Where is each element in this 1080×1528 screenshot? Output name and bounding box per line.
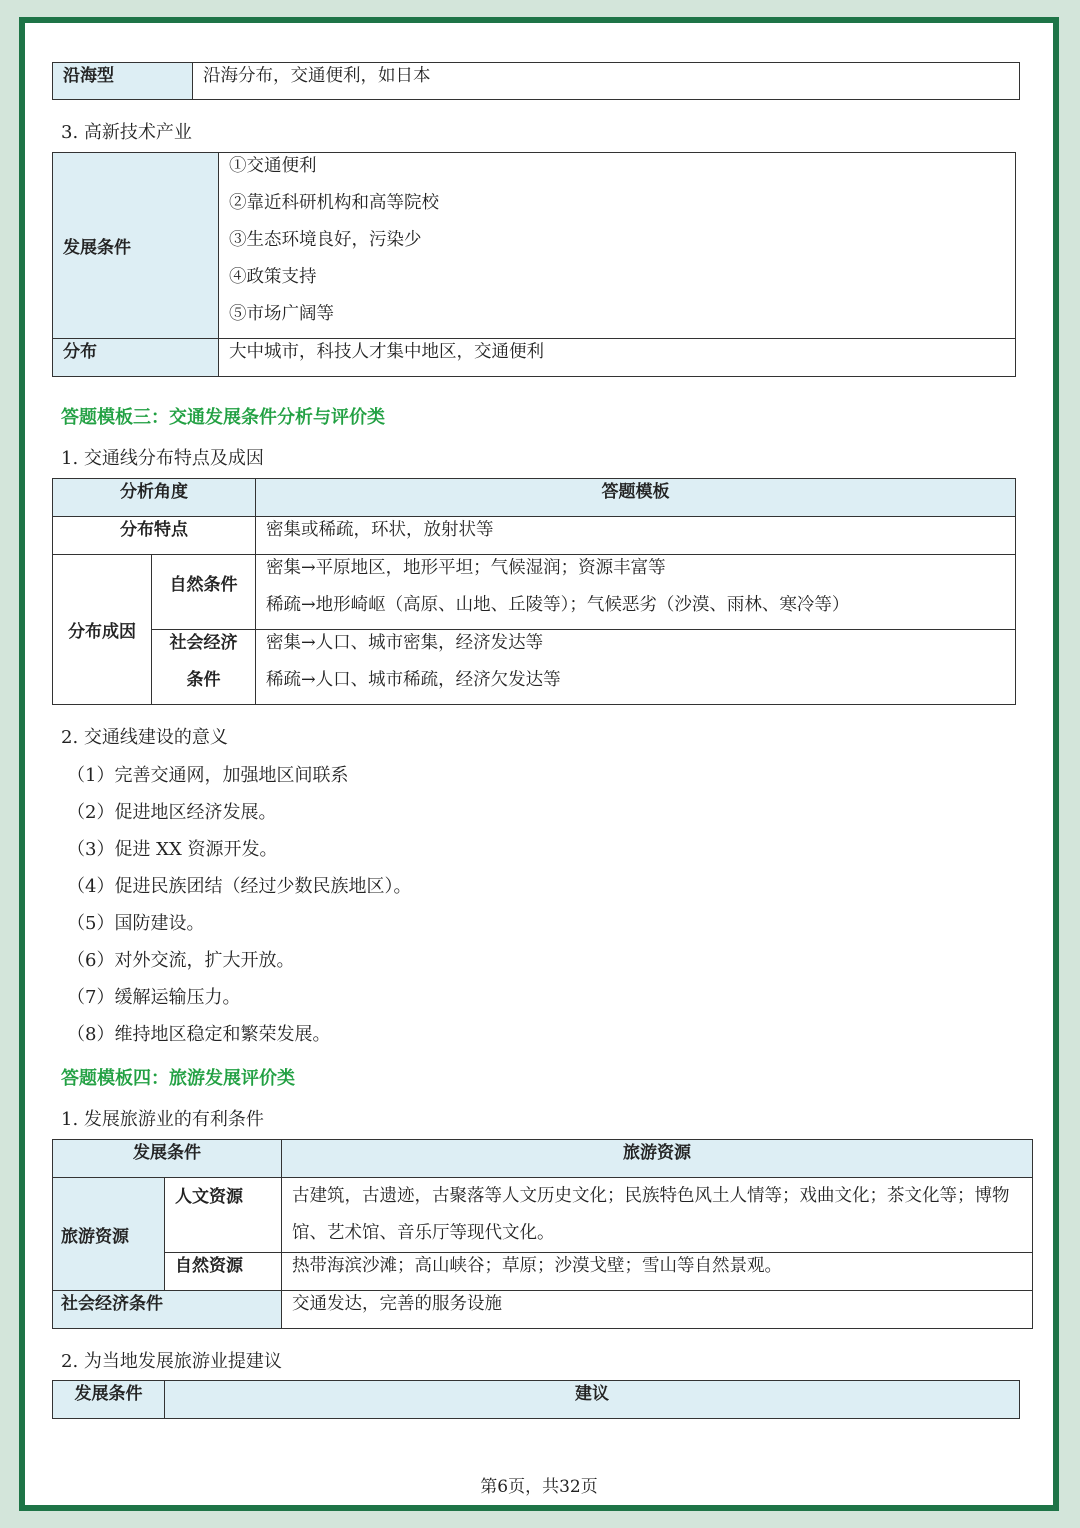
suggestion-head-sug: 建议 — [165, 1381, 1020, 1419]
template3-title: 答题模板三：交通发展条件分析与评价类 — [61, 407, 385, 428]
transport-natural-line: 稀疏→地形崎岖（高原、山地、丘陵等）；气候恶劣（沙漠、雨林、寒冷等） — [266, 595, 850, 615]
hightech-cond-item: ③生态环境良好，污染少 — [229, 230, 422, 250]
hightech-cond-item: ②靠近科研机构和高等院校 — [229, 193, 439, 213]
transport-natural-text — [256, 555, 1016, 630]
significance-item: （5）国防建设。 — [67, 913, 205, 934]
tourism-head-cond: 发展条件 — [53, 1140, 282, 1178]
transport-social-head-line: 社会经济 — [169, 633, 238, 653]
hightech-dist-text: 大中城市，科技人才集中地区，交通便利 — [219, 339, 1016, 377]
significance-item: （3）促进 XX 资源开发。 — [67, 839, 278, 860]
page-footer: 第6页，共32页 — [480, 1477, 598, 1497]
document-page — [25, 23, 1053, 1505]
significance-item: （1）完善交通网，加强地区间联系 — [67, 765, 349, 786]
table3-heading: 1. 交通线分布特点及成因 — [61, 448, 264, 469]
transport-feature-text: 密集或稀疏，环状，放射状等 — [256, 517, 1016, 555]
transport-natural-line: 密集→平原地区，地形平坦；气候湿润；资源丰富等 — [266, 558, 666, 578]
hightech-cond-head: 发展条件 — [53, 153, 219, 339]
transport-social-head-line: 条件 — [186, 670, 221, 690]
tourism-table — [52, 1139, 1033, 1329]
page-frame — [19, 17, 1059, 1511]
hightech-cond-item: ⑤市场广阔等 — [229, 304, 334, 324]
hightech-cond-item: ①交通便利 — [229, 156, 317, 176]
hightech-cond-list — [219, 153, 1016, 339]
tourism-social-head: 社会经济条件 — [53, 1291, 282, 1329]
coastal-type-head: 沿海型 — [53, 63, 193, 100]
transport-social-line: 稀疏→人口、城市稀疏，经济欠发达等 — [266, 670, 561, 690]
table4-heading: 1. 发展旅游业的有利条件 — [61, 1109, 264, 1130]
significance-heading: 2. 交通线建设的意义 — [61, 727, 228, 748]
significance-item: （2）促进地区经济发展。 — [67, 802, 277, 823]
tourism-natural-text: 热带海滨沙滩；高山峡谷；草原；沙漠戈壁；雪山等自然景观。 — [282, 1253, 1033, 1291]
transport-social-head — [152, 630, 256, 705]
significance-item: （4）促进民族团结（经过少数民族地区）。 — [67, 876, 412, 897]
transport-cause-head: 分布成因 — [53, 555, 152, 705]
significance-item: （6）对外交流，扩大开放。 — [67, 950, 295, 971]
significance-item: （7）缓解运输压力。 — [67, 987, 241, 1008]
tourism-human-head: 人文资源 — [165, 1178, 282, 1253]
transport-social-line: 密集→人口、城市密集，经济发达等 — [266, 633, 544, 653]
suggestion-table — [52, 1380, 1020, 1419]
tourism-human-text: 古建筑，古遗迹，古聚落等人文历史文化；民族特色风土人情等；戏曲文化；茶文化等；博物馆、艺术馆、音乐厅等现代文化。 — [282, 1178, 1033, 1253]
template4-title: 答题模板四：旅游发展评价类 — [61, 1068, 295, 1089]
transport-feature-head: 分布特点 — [53, 517, 256, 555]
hightech-cond-item: ④政策支持 — [229, 267, 317, 287]
coastal-type-table — [52, 62, 1020, 100]
hightech-dist-head: 分布 — [53, 339, 219, 377]
significance-list — [67, 764, 411, 1060]
suggestion-head-cond: 发展条件 — [53, 1381, 165, 1419]
tourism-social-text: 交通发达，完善的服务设施 — [282, 1291, 1033, 1329]
table5-heading: 2. 为当地发展旅游业提建议 — [61, 1351, 282, 1372]
significance-item: （8）维持地区稳定和繁荣发展。 — [67, 1024, 331, 1045]
transport-natural-head: 自然条件 — [152, 555, 256, 630]
transport-head-angle: 分析角度 — [53, 479, 256, 517]
section3-heading: 3. 高新技术产业 — [61, 122, 192, 143]
transport-social-text — [256, 630, 1016, 705]
tourism-head-res: 旅游资源 — [282, 1140, 1033, 1178]
hightech-table — [52, 152, 1016, 377]
transport-head-template: 答题模板 — [256, 479, 1016, 517]
transport-table — [52, 478, 1016, 705]
tourism-natural-head: 自然资源 — [165, 1253, 282, 1291]
tourism-res-head: 旅游资源 — [53, 1178, 165, 1291]
coastal-type-text: 沿海分布，交通便利，如日本 — [193, 63, 1020, 100]
